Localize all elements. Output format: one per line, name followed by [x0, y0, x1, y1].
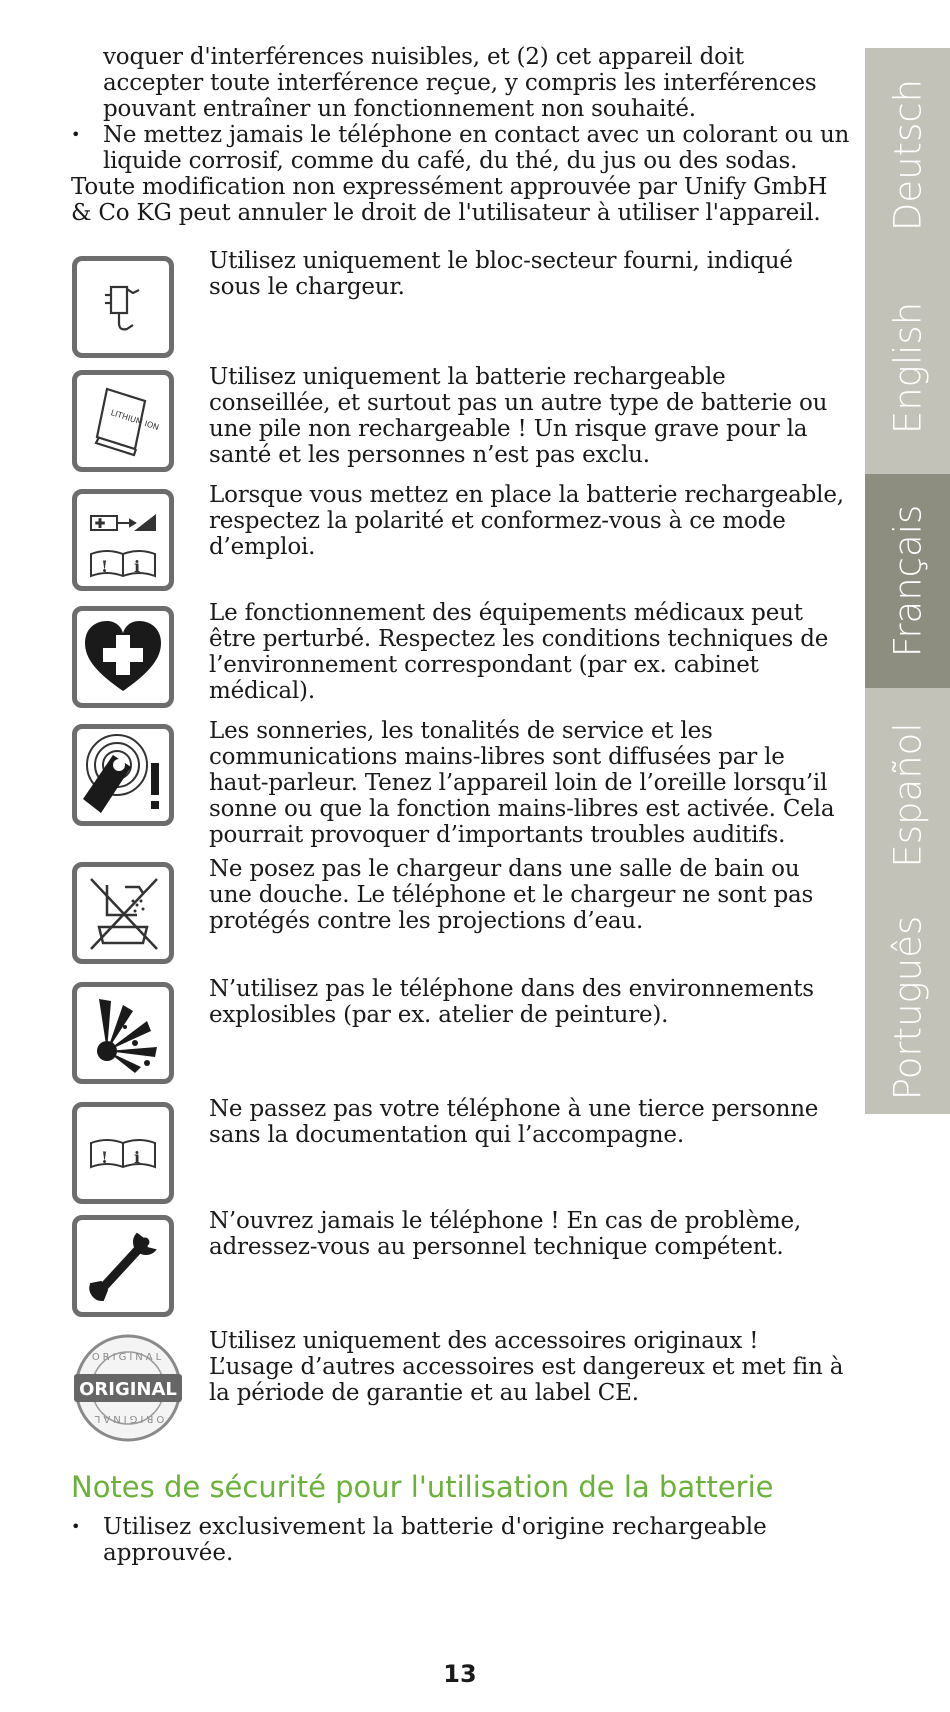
svg-text:i: i [134, 1148, 141, 1167]
tab-label: English [886, 301, 929, 434]
tab-francais[interactable] [865, 474, 950, 688]
tab-label: Português [886, 915, 929, 1100]
lithium-battery-icon [72, 370, 174, 472]
tab-label: Español [886, 721, 929, 868]
language-sidebar [865, 48, 950, 1114]
tab-deutsch[interactable] [865, 48, 950, 261]
bullet-mark: • [71, 125, 81, 144]
wrench-icon [72, 1215, 174, 1317]
bullet-mark: • [71, 1517, 81, 1536]
svg-text:!: ! [101, 557, 109, 576]
section-title: Notes de sécurité pour l'utilisation de la batterie [71, 1470, 774, 1504]
seal-ring-text: ORIGINAL [91, 1352, 165, 1363]
medical-heart-icon [72, 606, 174, 708]
section-bullet [71, 1514, 823, 1566]
svg-text:i: i [134, 557, 141, 576]
safety-note: Les sonneries, les tonalités de service et les communications mains-libres sont diffusées par le haut-parleur. Tenez l’appareil loin de l’oreille lorsqu’il sonne ou que la fonction mains-libres est activée. Cela pourrait provoquer d’importants troubles auditifs. [209, 718, 835, 848]
safety-note: N’ouvrez jamais le téléphone ! En cas de problème, adressez-vous au personnel technique compétent. [209, 1208, 801, 1260]
safety-note: Utilisez uniquement le bloc-secteur fourni, indiqué sous le chargeur. [209, 248, 793, 300]
explosion-icon [72, 982, 174, 1084]
loud-handset-warning-icon [72, 724, 174, 826]
intro-block [71, 44, 851, 226]
safety-note: Ne posez pas le chargeur dans une salle de bain ou une douche. Le téléphone et le chargeur ne sont pas protégés contre les projections d’eau. [209, 856, 814, 934]
intro-bullet-text: Ne mettez jamais le téléphone en contact avec un colorant ou un liquide corrosif, comme du café, du thé, du jus ou des sodas. [103, 122, 850, 174]
intro-continuation: voquer d'interférences nuisibles, et (2) cet appareil doit accepter toute interférence reçue, y compris les interférences pouvant entraîner un fonctionnement non souhaité. [103, 44, 817, 122]
battery-label: LITHIUM ION [109, 408, 161, 433]
svg-text:!: ! [101, 1148, 109, 1167]
safety-note: N’utilisez pas le téléphone dans des environnements explosibles (par ex. atelier de peinture). [209, 976, 814, 1028]
no-shower-icon [72, 862, 174, 964]
intro-paragraph: Toute modification non expressément approuvée par Unify GmbH & Co KG peut annuler le droit de l'utilisateur à utiliser l'appareil. [71, 174, 828, 226]
manual-icon [72, 1102, 174, 1204]
tab-espanol[interactable] [865, 688, 950, 901]
page-number: 13 [443, 1660, 477, 1688]
tab-portugues[interactable] [865, 901, 950, 1114]
seal-ring-text-bottom: ORIGINAL [91, 1413, 165, 1424]
section-bullet-text: Utilisez exclusivement la batterie d'origine rechargeable approuvée. [103, 1514, 767, 1566]
safety-note: Utilisez uniquement la batterie rechargeable conseillée, et surtout pas un autre type de batterie ou une pile non rechargeable ! Un risque grave pour la santé et les personnes n’est pas exclu. [209, 364, 828, 468]
seal-center-text: ORIGINAL [79, 1379, 177, 1400]
tab-english[interactable] [865, 261, 950, 474]
safety-note: Lorsque vous mettez en place la batterie rechargeable, respectez la polarité et conformez-vous à ce mode d’emploi. [209, 482, 844, 560]
svg-text:+: + [95, 516, 106, 530]
intro-bullet [71, 122, 851, 174]
tab-label: Français [886, 504, 929, 658]
safety-note: Le fonctionnement des équipements médicaux peut être perturbé. Respectez les conditions techniques de l’environnement correspondant (par ex. cabinet médical). [209, 600, 829, 704]
original-seal-icon [72, 1332, 184, 1444]
battery-polarity-icon [72, 489, 174, 591]
power-adapter-icon [72, 256, 174, 358]
safety-note: Ne passez pas votre téléphone à une tierce personne sans la documentation qui l’accompagne. [209, 1096, 819, 1148]
safety-note: Utilisez uniquement des accessoires originaux ! L’usage d’autres accessoires est dangereux et met fin à la période de garantie et au label CE. [209, 1328, 844, 1406]
tab-label: Deutsch [886, 78, 929, 231]
